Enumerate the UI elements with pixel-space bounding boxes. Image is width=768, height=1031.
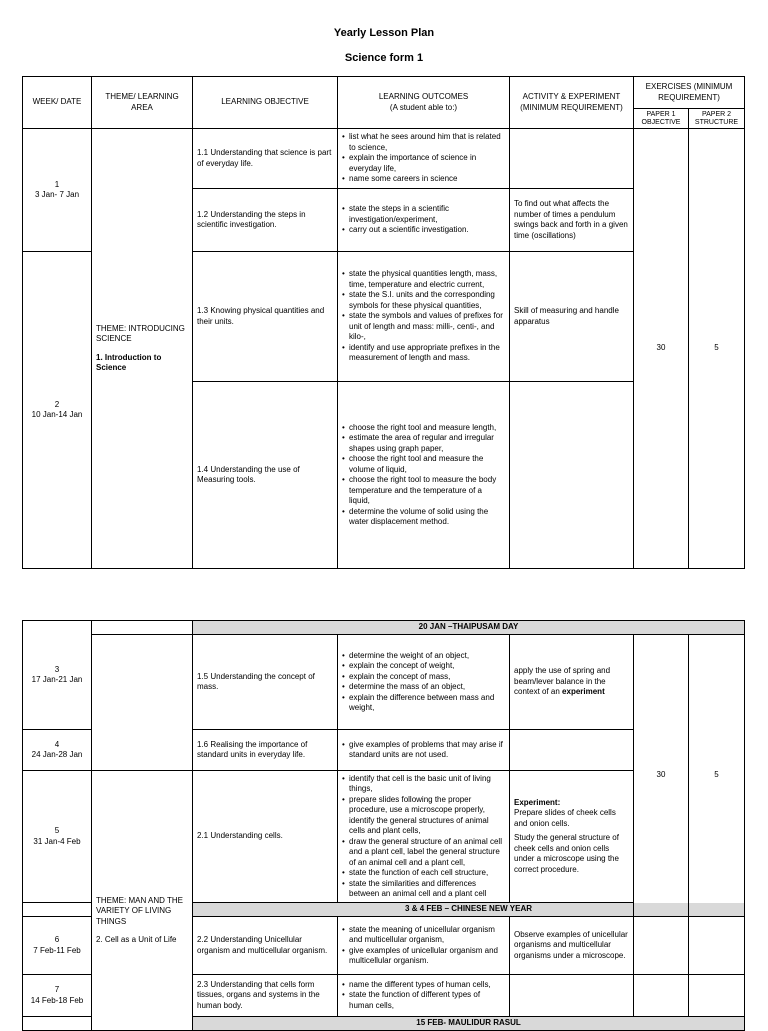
- list-item: • name some careers in science: [342, 174, 505, 185]
- week-cell-1: [23, 129, 92, 252]
- list-item: • state the meaning of unicellular organism and multicellular organism,: [342, 925, 505, 946]
- objective-cell: 1.6 Realising the importance of standard units in everyday life.: [193, 730, 338, 771]
- holiday-banner: 3 & 4 FEB – CHINESE NEW YEAR: [193, 903, 745, 917]
- objective-cell: 1.1 Understanding that science is part of everyday life.: [193, 129, 338, 189]
- list-item: • choose the right tool to measure the body temperature and the temperature of a liquid,: [342, 475, 505, 507]
- week-number: 5: [54, 826, 60, 835]
- header-outcomes-line2: (A student able to:): [389, 102, 458, 112]
- week-date: 7 Feb-11 Feb: [33, 945, 81, 955]
- list-item: • explain the concept of weight,: [342, 661, 505, 672]
- holiday-banner: 20 JAN –THAIPUSAM DAY: [193, 621, 745, 635]
- activity-cell: [510, 382, 634, 569]
- paper2-cell-empty: [689, 917, 745, 975]
- outcomes-cell: [338, 635, 510, 730]
- list-item: • state the steps in a scientific investigation/experiment,: [342, 204, 505, 225]
- theme-title: 2. Cell as a Unit of Life: [96, 935, 177, 944]
- theme-label: THEME: MAN AND THE VARIETY OF LIVING THINGS: [96, 895, 183, 926]
- week-date: 10 Jan-14 Jan: [31, 410, 83, 419]
- list-item: • state the function of each cell structure,: [342, 868, 505, 879]
- activity-cell: [510, 771, 634, 903]
- outcomes-list: [342, 423, 505, 528]
- week-cell-5: [23, 771, 92, 903]
- list-item: • carry out a scientific investigation.: [342, 225, 505, 236]
- list-item: • identify that cell is the basic unit of living things,: [342, 774, 505, 795]
- objective-cell: 2.1 Understanding cells.: [193, 771, 338, 903]
- outcomes-cell: [338, 252, 510, 382]
- list-item: • estimate the area of regular and irregular shapes using graph paper,: [342, 433, 505, 454]
- week-number: 4: [54, 739, 60, 749]
- theme-cell-empty: [92, 635, 193, 771]
- week-date: 17 Jan-21 Jan: [31, 675, 83, 684]
- paper1-cell: 30: [634, 129, 689, 569]
- outcomes-list: [342, 740, 505, 761]
- objective-cell: 2.2 Understanding Unicellular organism and multicellular organism.: [193, 917, 338, 975]
- paper1-cell-empty: [634, 917, 689, 975]
- paper2-cell: 5: [689, 129, 745, 569]
- outcomes-cell: [338, 771, 510, 903]
- activity-cell: To find out what affects the number of times a pendulum swings back and forth in a given time (oscillations): [510, 189, 634, 252]
- theme-title: 1. Introduction to Science: [96, 352, 162, 372]
- week-cell-4: [23, 730, 92, 771]
- paper1-cell-empty: [634, 975, 689, 1017]
- week-cell-2: [23, 252, 92, 569]
- list-item: • explain the difference between mass and weight,: [342, 693, 505, 714]
- list-item: • draw the general structure of an animal cell and a plant cell, label the general structure of an animal cell and a plant cell,: [342, 837, 505, 869]
- list-item: • state the similarities and differences between an animal cell and a plant cell: [342, 879, 505, 900]
- outcomes-cell: [338, 975, 510, 1017]
- activity-title: Experiment:: [514, 797, 561, 807]
- week-date: 24 Jan-28 Jan: [31, 750, 83, 759]
- week-cell-6: [23, 917, 92, 975]
- theme-cell-2: [92, 771, 193, 1031]
- week-number: 3: [54, 664, 60, 674]
- theme-cell-empty: [92, 621, 193, 635]
- list-item: • list what he sees around him that is related to science,: [342, 132, 505, 153]
- outcomes-list: [342, 204, 505, 236]
- objective-cell: 2.3 Understanding that cells form tissues, organs and systems in the human body.: [193, 975, 338, 1017]
- list-item: • state the S.I. units and the corresponding symbols for these physical quantities,: [342, 290, 505, 311]
- activity-bold: experiment: [562, 687, 605, 697]
- list-item: • state the function of different types of human cells,: [342, 990, 505, 1011]
- activity-cell: Observe examples of unicellular organisms and multicellular organisms under a microscope.: [510, 917, 634, 975]
- activity-cell: [510, 635, 634, 730]
- objective-cell: 1.5 Understanding the concept of mass.: [193, 635, 338, 730]
- outcomes-cell: [338, 189, 510, 252]
- week-number: 2: [54, 399, 60, 409]
- outcomes-list: [342, 269, 505, 364]
- week-cell-3: [23, 621, 92, 730]
- outcomes-list: [342, 132, 505, 185]
- header-paper2: PAPER 2 STRUCTURE: [689, 109, 745, 129]
- list-item: • give examples of unicellular organism and multicellular organism.: [342, 946, 505, 967]
- header-activity: ACTIVITY & EXPERIMENT (MINIMUM REQUIREMENT): [510, 77, 634, 129]
- activity-paragraph: Study the general structure of cheek cells and onion cells under a microscope using the correct procedure.: [514, 833, 619, 874]
- objective-cell: 1.3 Knowing physical quantities and their units.: [193, 252, 338, 382]
- header-objective: LEARNING OBJECTIVE: [193, 77, 338, 129]
- list-item: • identify and use appropriate prefixes in the measurement of length and mass.: [342, 343, 505, 364]
- outcomes-cell: [338, 382, 510, 569]
- week-number: 1: [54, 179, 60, 189]
- header-week: WEEK/ DATE: [23, 77, 92, 129]
- theme-label: THEME: INTRODUCING SCIENCE: [96, 323, 185, 343]
- activity-text: apply the use of spring and beam/lever balance in the context of an: [514, 666, 611, 697]
- objective-cell: 1.2 Understanding the steps in scientific investigation.: [193, 189, 338, 252]
- outcomes-cell: [338, 129, 510, 189]
- list-item: • prepare slides following the proper procedure, use a microscope properly, identify the general structures of animal cells and plant cells,: [342, 795, 505, 837]
- document-subtitle: Science form 1: [344, 52, 424, 64]
- holiday-banner: 15 FEB- MAULIDUR RASUL: [193, 1017, 745, 1031]
- header-outcomes: [338, 77, 510, 129]
- list-item: • explain the importance of science in everyday life,: [342, 153, 505, 174]
- list-item: • determine the mass of an object,: [342, 682, 505, 693]
- header-paper1: PAPER 1 OBJECTIVE: [634, 109, 689, 129]
- week-cell-empty: [23, 903, 92, 917]
- list-item: • state the physical quantities length, mass, time, temperature and electric current,: [342, 269, 505, 290]
- list-item: • choose the right tool and measure length,: [342, 423, 505, 434]
- week-date: 31 Jan-4 Feb: [33, 836, 81, 846]
- list-item: • choose the right tool and measure the volume of liquid,: [342, 454, 505, 475]
- list-item: • give examples of problems that may arise if standard units are not used.: [342, 740, 505, 761]
- week-date: 3 Jan- 7 Jan: [34, 190, 80, 199]
- lesson-plan-table-1: [22, 76, 745, 569]
- theme-cell-1: [92, 129, 193, 569]
- list-item: • explain the concept of mass,: [342, 672, 505, 683]
- paper1-cell: 30: [634, 635, 689, 917]
- activity-paragraph: Prepare slides of cheek cells and onion cells.: [514, 808, 616, 828]
- objective-cell: 1.4 Understanding the use of Measuring tools.: [193, 382, 338, 569]
- list-item: • determine the weight of an object,: [342, 651, 505, 662]
- list-item: • determine the volume of solid using the water displacement method.: [342, 507, 505, 528]
- header-exercises: EXERCISES (MINIMUM REQUIREMENT): [634, 77, 745, 109]
- paper2-cell: 5: [689, 635, 745, 917]
- outcomes-cell: [338, 917, 510, 975]
- outcomes-list: [342, 980, 505, 1012]
- lesson-plan-table-2: [22, 620, 745, 1031]
- activity-cell: [510, 730, 634, 771]
- activity-cell: [510, 129, 634, 189]
- paper2-cell-empty: [689, 975, 745, 1017]
- outcomes-cell: [338, 730, 510, 771]
- week-cell-7: [23, 975, 92, 1017]
- week-number: 7: [54, 985, 60, 994]
- week-date: 14 Feb-18 Feb: [30, 995, 84, 1005]
- outcomes-list: [342, 774, 505, 900]
- outcomes-list: [342, 925, 505, 967]
- activity-cell: Skill of measuring and handle apparatus: [510, 252, 634, 382]
- header-theme: THEME/ LEARNING AREA: [92, 77, 193, 129]
- list-item: • state the symbols and values of prefixes for unit of length and mass: milli-, centi-, and kilo-,: [342, 311, 505, 343]
- week-number: 6: [54, 935, 60, 944]
- document-title: Yearly Lesson Plan: [333, 27, 435, 39]
- outcomes-list: [342, 651, 505, 714]
- list-item: • name the different types of human cells,: [342, 980, 505, 991]
- header-outcomes-line1: LEARNING OUTCOMES: [378, 92, 469, 101]
- activity-cell: [510, 975, 634, 1017]
